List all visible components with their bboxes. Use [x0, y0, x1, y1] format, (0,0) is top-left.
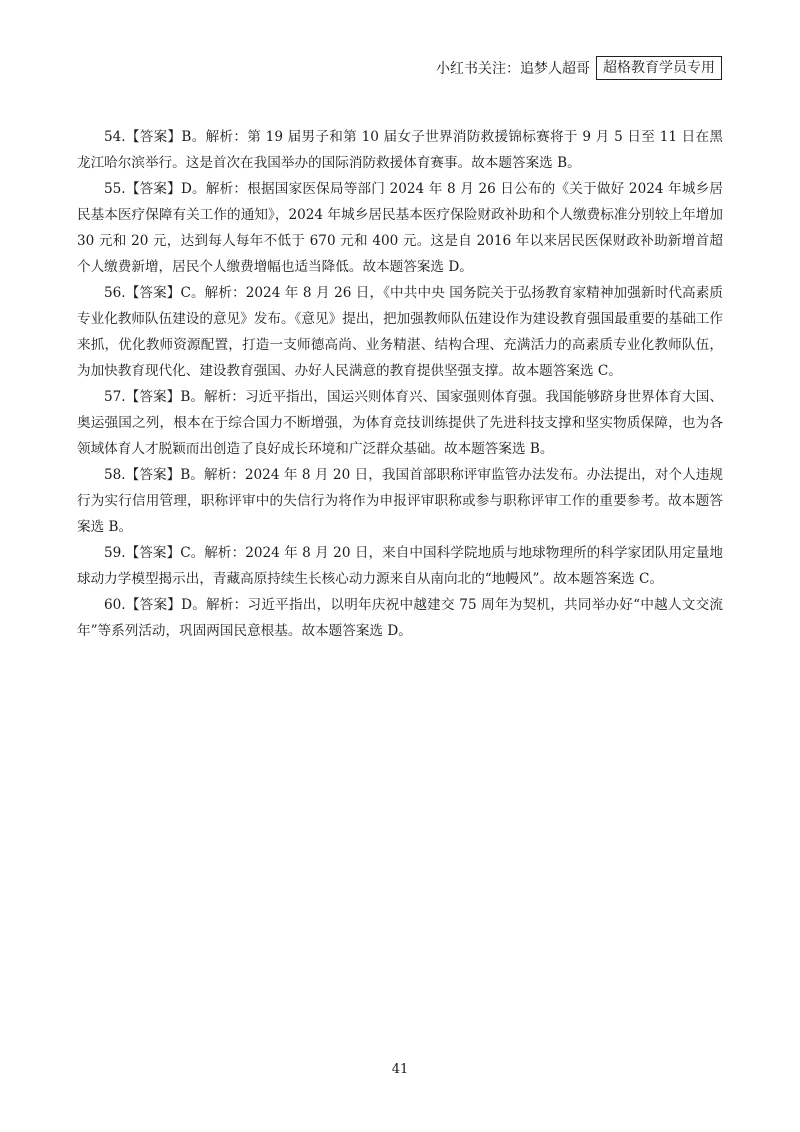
- answer-item-59: 59.【答案】C。解析：2024 年 8 月 20 日，来自中国科学院地质与地球物理所的科学家团队用定量地球动力学模型揭示出，青藏高原持续生长核心动力源来自从南向北的“地幔风”。故本题答案选 C。: [77, 545, 723, 587]
- header-badge: 超格教育学员专用: [596, 56, 722, 80]
- page-header: [436, 56, 722, 80]
- answer-item-54: 54.【答案】B。解析：第 19 届男子和第 10 届女子世界消防救援锦标赛将于 9 月 5 日至 11 日在黑龙江哈尔滨举行。这是首次在我国举办的国际消防救援体育赛事。故本题答案选 B。: [77, 129, 723, 171]
- answer-content: [77, 124, 723, 644]
- answer-item-58: 58.【答案】B。解析：2024 年 8 月 20 日，我国首部职称评审监管办法发布。办法提出，对个人违规行为实行信用管理，职称评审中的失信行为将作为申报评审职称或参与职称评审工作的重要参考。故本题答案选 B。: [77, 467, 723, 535]
- answer-item-56: 56.【答案】C。解析：2024 年 8 月 26 日，《中共中央 国务院关于弘扬教育家精神加强新时代高素质专业化教师队伍建设的意见》发布。《意见》提出，把加强教师队伍建设作为建设教育强国最重要的基础工作来抓，优化教师资源配置，打造一支师德高尚、业务精湛、结构合理、充满活力的高素质专业化教师队伍，为加快教育现代化、建设教育强国、办好人民满意的教育提供坚强支撑。故本题答案选 C。: [77, 285, 723, 379]
- page-number: 41: [391, 1062, 409, 1077]
- header-text: 小红书关注：追梦人超哥: [436, 61, 590, 77]
- answer-item-60: 60.【答案】D。解析：习近平指出，以明年庆祝中越建交 75 周年为契机，共同举办好“中越人文交流年”等系列活动，巩固两国民意根基。故本题答案选 D。: [77, 597, 723, 639]
- answer-item-55: 55.【答案】D。解析：根据国家医保局等部门 2024 年 8 月 26 日公布的《关于做好 2024 年城乡居民基本医疗保障有关工作的通知》，2024 年城乡居民基本医疗保险财政补助和个人缴费标准分别较上年增加 30 元和 20 元，达到每人每年不低于 670 元和 400 元。这是自 2016 年以来居民医保财政补助新增首超个人缴费新增，居民个人缴费增幅也适当降低。故本题答案选 D。: [77, 181, 723, 275]
- answer-item-57: 57.【答案】B。解析：习近平指出，国运兴则体育兴、国家强则体育强。我国能够跻身世界体育大国、奥运强国之列，根本在于综合国力不断增强，为体育竞技训练提供了先进科技支撑和坚实物质保障，也为各领域体育人才脱颖而出创造了良好成长环境和广泛群众基础。故本题答案选 B。: [77, 389, 723, 457]
